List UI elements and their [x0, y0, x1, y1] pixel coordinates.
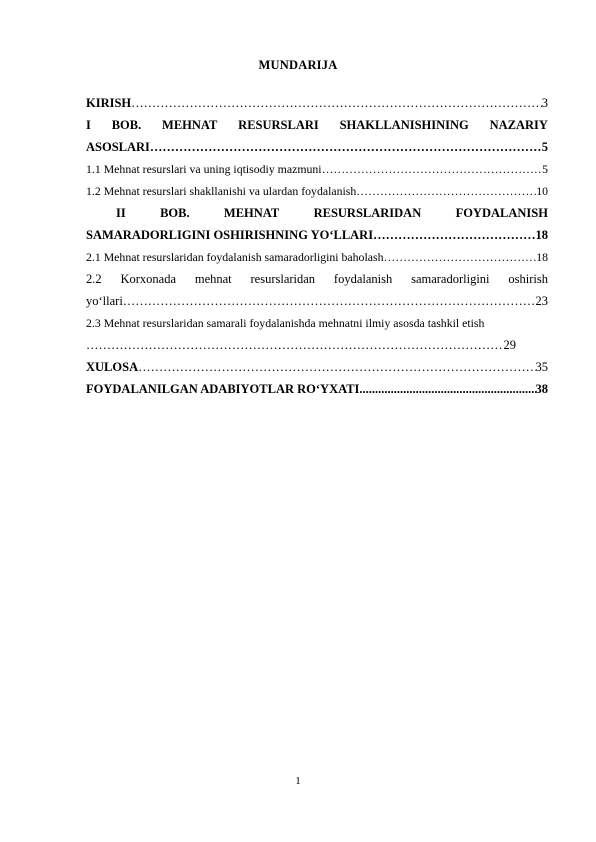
toc-entry-bob2[interactable]	[86, 202, 548, 224]
toc-entry-adabiyotlar[interactable]	[86, 378, 548, 400]
toc-entry-2-3-cont[interactable]	[86, 334, 516, 356]
dot-leader	[359, 378, 535, 400]
toc-word: BOB.	[111, 118, 142, 132]
toc-page-number: 10	[536, 184, 548, 198]
toc-word: RESURSLARI	[238, 118, 319, 132]
toc-word: I	[86, 118, 91, 132]
toc-entry-bob2-cont[interactable]	[86, 224, 548, 246]
dot-leader	[131, 92, 542, 114]
dot-leader	[322, 158, 543, 180]
page-title: MUNDARIJA	[258, 58, 338, 72]
toc-entry-bob1-cont[interactable]	[86, 136, 548, 158]
toc-entry-xulosa[interactable]	[86, 356, 548, 378]
toc-word: 2.2	[86, 272, 102, 286]
dot-leader	[123, 290, 536, 312]
toc-word: oshirish	[508, 272, 548, 286]
dot-leader	[383, 246, 536, 268]
toc-word: MEHNAT	[223, 206, 280, 220]
toc-entry-title: SAMARADORLIGINI OSHIRISHNING YO‘LLARI	[86, 228, 374, 242]
toc-entry-title: 1.2 Mehnat resurslari shakllanishi va ulardan foydalanish	[86, 184, 357, 198]
toc-entry-title: 2.3 Mehnat resurslaridan samarali foydalanishda mehnatni ilmiy asosda tashkil etish	[86, 316, 485, 330]
toc-entry-2-2-cont[interactable]	[86, 290, 548, 312]
toc-word: samaradorligini	[411, 272, 490, 286]
toc-page-number: 5	[541, 140, 548, 154]
toc-page-number: 18	[536, 250, 548, 264]
toc-word: FOYDALANISH	[455, 206, 548, 220]
toc-entry-title: 2.1 Mehnat resurslaridan foydalanish samaradorligini baholash	[86, 250, 384, 264]
toc-page-number: 5	[542, 162, 548, 176]
toc-page-number: 18	[535, 228, 548, 242]
page-number: 1	[295, 775, 301, 787]
table-of-contents	[86, 92, 548, 400]
toc-page-number: 29	[503, 338, 516, 352]
toc-word: NAZARIY	[489, 118, 548, 132]
toc-entry-1-1[interactable]	[86, 158, 548, 180]
toc-word: Korxonada	[120, 272, 177, 286]
toc-word: resurslaridan	[250, 272, 316, 286]
dot-leader	[138, 356, 535, 378]
toc-word: II	[116, 206, 126, 220]
toc-word: foydalanish	[333, 272, 393, 286]
toc-word: RESURSLARIDAN	[313, 206, 422, 220]
toc-entry-bob1[interactable]	[86, 114, 548, 136]
toc-page-number: 3	[541, 96, 548, 110]
toc-entry-title: 1.1 Mehnat resurslari va uning iqtisodiy mazmuni	[86, 162, 322, 176]
toc-page-number: 35	[535, 360, 548, 374]
toc-page-number: 38	[535, 382, 548, 396]
dot-leader	[150, 136, 542, 158]
toc-entry-2-3[interactable]	[86, 312, 548, 334]
toc-entry-2-1[interactable]	[86, 246, 548, 268]
toc-word: SHAKLLANISHINING	[339, 118, 469, 132]
toc-entry-kirish[interactable]	[86, 92, 548, 114]
dot-leader	[356, 180, 536, 202]
toc-entry-title: XULOSA	[86, 360, 139, 374]
dot-leader	[373, 224, 535, 246]
toc-entry-title: FOYDALANILGAN ADABIYOTLAR RO‘YXATI	[86, 382, 360, 396]
toc-entry-1-2[interactable]	[86, 180, 548, 202]
toc-entry-title: ASOSLARI	[86, 140, 150, 154]
dot-leader	[86, 334, 504, 356]
toc-entry-title: KIRISH	[86, 96, 132, 110]
toc-word: BOB.	[160, 206, 190, 220]
toc-page-number: 23	[535, 294, 548, 308]
toc-word: MEHNAT	[162, 118, 218, 132]
toc-entry-title: yo‘llari	[86, 294, 123, 308]
toc-entry-2-2[interactable]	[86, 268, 548, 290]
toc-word: mehnat	[194, 272, 232, 286]
